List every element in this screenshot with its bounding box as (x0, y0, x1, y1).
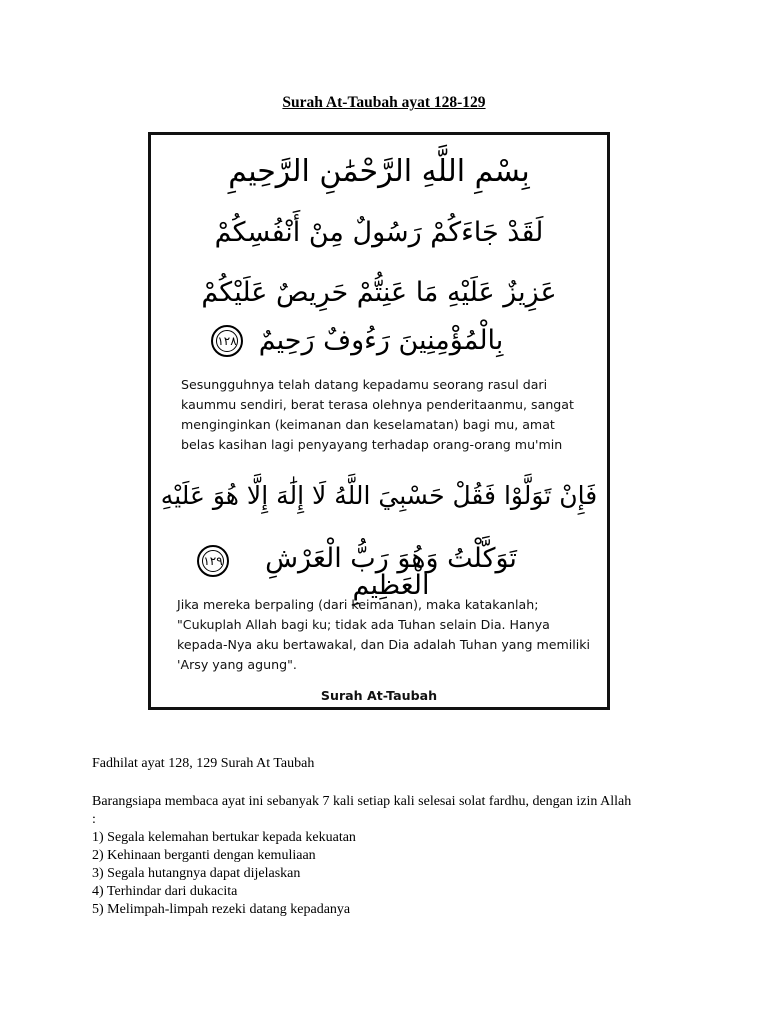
ayah-128-line-3: بِالْمُؤْمِنِينَ رَءُوفٌ رَحِيمٌ (258, 325, 504, 356)
translation-line: Sesungguhnya telah datang kepadamu seorang rasul dari (181, 377, 548, 392)
list-item: 2) Kehinaan berganti dengan kemuliaan (92, 848, 316, 863)
basmala: بِسْمِ اللَّهِ الرَّحْمَٰنِ الرَّحِيمِ (228, 154, 530, 189)
ayah-128-line-2: عَزِيزٌ عَلَيْهِ مَا عَنِتُّمْ حَرِيصٌ عَلَيْكُمْ (201, 277, 557, 308)
translation-line: kaummu sendiri, berat terasa olehnya penderitaanmu, sangat (181, 397, 574, 412)
intro-line: : (92, 812, 96, 827)
heading-text: Fadhilat ayat 128, 129 Surah At Taubah (92, 756, 315, 771)
list-item: 3) Segala hutangnya dapat dijelaskan (92, 866, 301, 881)
translation-line: Jika mereka berpaling (dari keimanan), maka katakanlah; (177, 597, 539, 612)
translation-line: menginginkan (keimanan dan keselamatan) bagi mu, amat (181, 417, 555, 432)
list-item: 4) Terhindar dari dukacita (92, 884, 238, 899)
figure-source-caption: Surah At-Taubah (320, 688, 438, 703)
quran-verse-image (148, 132, 610, 710)
ayah-129-line-1: فَإِنْ تَوَلَّوْا فَقُلْ حَسْبِيَ اللَّهُ لَا إِلَٰهَ إِلَّا هُوَ عَلَيْهِ (160, 481, 598, 510)
intro-line: Barangsiapa membaca ayat ini sebanyak 7 kali setiap kali selesai solat fardhu, dengan izin Allah (92, 794, 632, 809)
ayah-128-line-1: لَقَدْ جَاءَكُمْ رَسُولٌ مِنْ أَنْفُسِكُمْ (214, 217, 544, 248)
fadhilat-heading (92, 755, 692, 773)
document-title: Surah At-Taubah ayat 128-129 (282, 94, 486, 111)
ayah-number-128-marker: ١٢٨ (211, 325, 243, 357)
list-item: 1) Segala kelemahan bertukar kepada kekuatan (92, 830, 356, 845)
translation-line: belas kasihan lagi penyayang terhadap orang-orang mu'min (181, 437, 563, 452)
ayah-128-translation (181, 375, 591, 455)
ayah-number-129-marker: ١٢٩ (197, 545, 229, 577)
list-item: 5) Melimpah-limpah rezeki datang kepadanya (92, 902, 351, 917)
translation-line: 'Arsy yang agung". (177, 657, 297, 672)
fadhilat-body (92, 793, 692, 919)
translation-line: kepada-Nya aku bertawakal, dan Dia adalah Tuhan yang memiliki (177, 637, 591, 652)
ayah-129-line-2: تَوَكَّلْتُ وَهُوَ رَبُّ الْعَرْشِ الْعَظِيمِ (265, 543, 517, 601)
translation-line: "Cukuplah Allah bagi ku; tidak ada Tuhan selain Dia. Hanya (177, 617, 550, 632)
ayah-129-translation (177, 595, 591, 675)
